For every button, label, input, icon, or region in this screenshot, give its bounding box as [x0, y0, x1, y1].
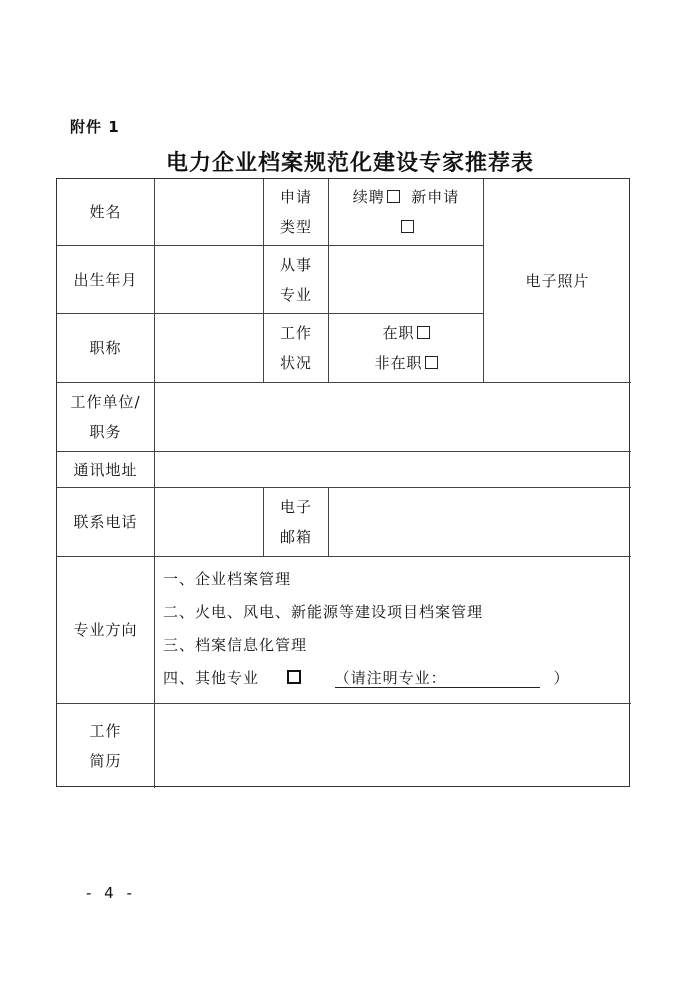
- resume-label: [57, 704, 154, 788]
- apply-type-label-line1: 申请: [279, 188, 312, 206]
- apply-type-label-line2: 类型: [279, 218, 312, 236]
- new-apply-option-label: 新申请: [411, 188, 460, 206]
- renew-checkbox[interactable]: [387, 190, 400, 203]
- work-status-options: [329, 314, 483, 382]
- page-number: - 4 -: [86, 884, 136, 902]
- attachment-label: 附件 1: [70, 118, 120, 136]
- unit-label: [57, 383, 154, 451]
- photo-area[interactable]: [484, 179, 631, 382]
- specialty-item[interactable]: 一、企业档案管理: [163, 570, 292, 588]
- resume-field[interactable]: [155, 704, 631, 788]
- form-title: 电力企业档案规范化建设专家推荐表: [165, 150, 534, 176]
- unit-label-line2: 职务: [89, 423, 122, 441]
- title-rank-field[interactable]: [155, 314, 263, 382]
- not-employed-checkbox[interactable]: [425, 356, 438, 369]
- specialty-label: 专业方向: [73, 621, 138, 639]
- field-label-line1: 从事: [279, 255, 312, 274]
- work-status-label-line2: 状况: [279, 354, 312, 372]
- specialty-note-field[interactable]: （请注明专业：: [335, 669, 540, 688]
- apply-type-label: [264, 179, 328, 245]
- unit-label-line1: 工作单位/: [70, 393, 141, 411]
- new-apply-checkbox[interactable]: [401, 220, 414, 233]
- phone-label: 联系电话: [73, 513, 138, 531]
- address-label: 通讯地址: [73, 460, 138, 479]
- specialty-item-other: [163, 662, 623, 695]
- phone-field[interactable]: [155, 488, 263, 556]
- field-label: [264, 246, 328, 313]
- specialty-other-label: 四、其他专业: [163, 669, 260, 687]
- field-label-line2: 专业: [279, 285, 312, 304]
- email-field[interactable]: [329, 488, 631, 556]
- birth-label: 出生年月: [73, 270, 138, 289]
- name-label: 姓名: [89, 203, 122, 221]
- email-label-line2: 邮箱: [279, 528, 312, 546]
- birth-field[interactable]: [155, 246, 263, 313]
- photo-label: 电子照片: [525, 271, 590, 290]
- recommendation-form: [56, 178, 630, 787]
- employed-checkbox[interactable]: [417, 326, 430, 339]
- resume-label-line1: 工作: [89, 722, 122, 740]
- not-employed-option-label: 非在职: [374, 354, 423, 372]
- email-label-line1: 电子: [279, 498, 312, 516]
- work-status-label: [264, 314, 328, 382]
- specialty-item[interactable]: 二、火电、风电、新能源等建设项目档案管理: [163, 603, 484, 621]
- apply-type-options: [329, 179, 483, 245]
- field-input[interactable]: [329, 246, 483, 313]
- renew-option-label: 续聘: [352, 188, 385, 206]
- other-specialty-checkbox[interactable]: [287, 670, 301, 684]
- specialty-list: [163, 563, 623, 695]
- email-label: [264, 488, 328, 556]
- work-status-label-line1: 工作: [279, 324, 312, 342]
- unit-field[interactable]: [155, 383, 631, 451]
- name-field[interactable]: [155, 179, 263, 245]
- specialty-note-close: ）: [553, 669, 570, 687]
- employed-option-label: 在职: [382, 324, 415, 342]
- address-field[interactable]: [155, 452, 631, 487]
- specialty-item[interactable]: 三、档案信息化管理: [163, 636, 308, 654]
- resume-label-line2: 简历: [89, 752, 122, 770]
- title-rank-label: 职称: [89, 339, 122, 357]
